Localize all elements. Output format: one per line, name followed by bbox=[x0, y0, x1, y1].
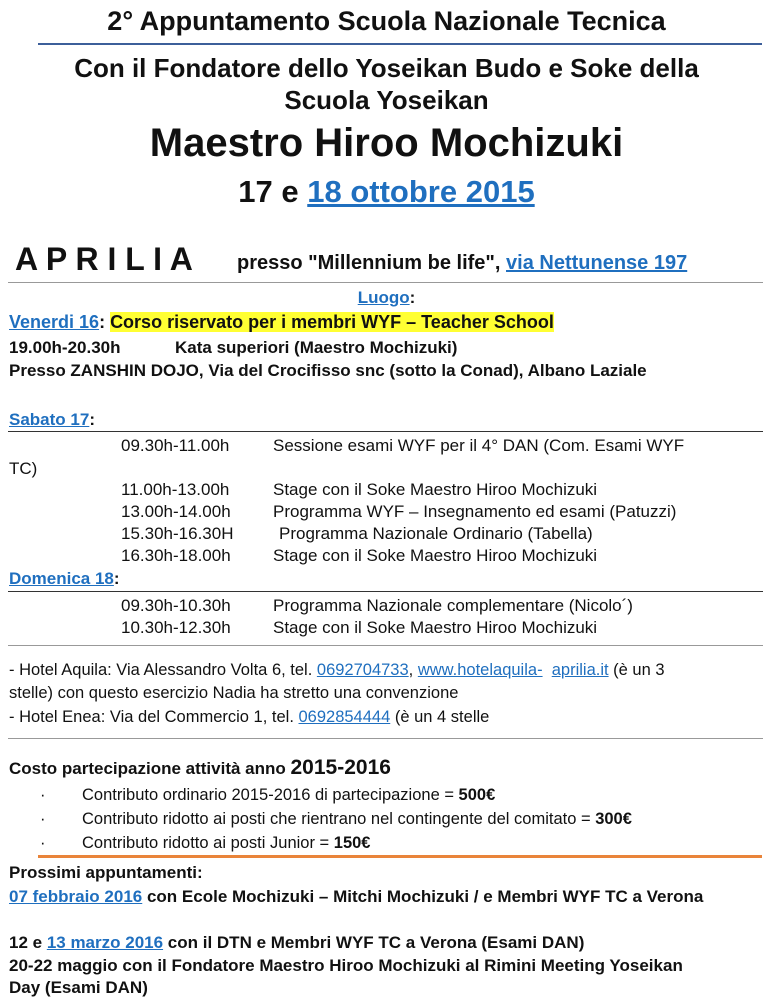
hotel-aquila-web-link[interactable]: www.hotelaquila- bbox=[417, 661, 543, 679]
hotel-enea-text: - Hotel Enea: Via del Commercio 1, tel. bbox=[9, 708, 299, 726]
costs-title: Costo partecipazione attività anno bbox=[9, 759, 291, 778]
venue-address-link[interactable]: via Nettunense 197 bbox=[506, 252, 688, 274]
cost-item-text: Contributo ridotto ai posti che rientrano nel contingente del comitato = bbox=[82, 810, 596, 828]
hotels-divider bbox=[8, 738, 763, 739]
venue bbox=[237, 251, 687, 275]
event-title: 2° Appuntamento Scuola Nazionale Tecnica bbox=[107, 6, 666, 36]
schedule-time: 09.30h-10.30h bbox=[121, 596, 231, 615]
venue-text: presso "Millennium be life", bbox=[237, 252, 507, 274]
february-date-link[interactable]: 07 febbraio 2016 bbox=[9, 887, 143, 906]
hotel-aquila-web-link-continued[interactable]: aprilia.it bbox=[551, 661, 609, 679]
location-divider bbox=[8, 282, 763, 283]
next-event-march bbox=[9, 932, 584, 953]
saturday-divider bbox=[8, 431, 763, 432]
friday-activity: Kata superiori (Maestro Mochizuki) bbox=[175, 338, 458, 357]
friday-place: Presso ZANSHIN DOJO, Via del Crocifisso snc (sotto la Conad), Albano Laziale bbox=[9, 361, 647, 380]
title-divider bbox=[38, 43, 762, 45]
cost-item-text: Contributo ridotto ai posti Junior = bbox=[82, 834, 334, 852]
saturday-heading bbox=[9, 409, 95, 430]
schedule-time: 10.30h-12.30h bbox=[121, 618, 231, 637]
schedule-time: 13.00h-14.00h bbox=[121, 502, 231, 521]
schedule-time: 11.00h-13.00h bbox=[121, 480, 230, 499]
luogo-colon: : bbox=[409, 288, 416, 307]
schedule-time: 09.30h-11.00h bbox=[121, 436, 230, 455]
march-date-prefix: 12 e bbox=[9, 933, 47, 952]
date-link[interactable]: 18 ottobre 2015 bbox=[307, 174, 535, 209]
sunday-colon: : bbox=[113, 569, 120, 588]
luogo-link[interactable]: Luogo bbox=[357, 288, 410, 307]
friday-colon: : bbox=[99, 312, 111, 332]
schedule-activity: Stage con il Soke Maestro Hiroo Mochizuki bbox=[273, 546, 598, 565]
friday-time: 19.00h-20.30h bbox=[9, 338, 121, 357]
schedule-activity-continued: TC) bbox=[9, 459, 38, 478]
event-dates bbox=[0, 172, 773, 212]
friday-link[interactable]: Venerdi 16 bbox=[9, 312, 100, 332]
next-event-february bbox=[9, 886, 703, 907]
hotel-aquila-separator: , bbox=[408, 661, 418, 679]
schedule-activity: Programma WYF – Insegnamento ed esami (Patuzzi) bbox=[273, 502, 677, 521]
next-events-title: Prossimi appuntamenti: bbox=[9, 863, 203, 882]
subtitle-line1: Con il Fondatore dello Yoseikan Budo e Soke della bbox=[74, 53, 699, 83]
hotel-enea bbox=[9, 706, 489, 728]
hotel-aquila-text: - Hotel Aquila: Via Alessandro Volta 6, tel. bbox=[9, 661, 317, 679]
hotel-enea-phone-link[interactable]: 0692854444 bbox=[298, 708, 391, 726]
next-event-may-continued: Day (Esami DAN) bbox=[9, 978, 148, 997]
schedule-time: 16.30h-18.00h bbox=[121, 546, 231, 565]
bullet: · bbox=[40, 810, 46, 828]
subtitle-line2: Scuola Yoseikan bbox=[284, 85, 489, 115]
costs-divider bbox=[38, 855, 762, 858]
hotel-aquila bbox=[9, 659, 665, 681]
schedule-activity: Sessione esami WYF per il 4° DAN (Com. Esami WYF bbox=[273, 436, 685, 455]
hotel-aquila-stars: (è un 3 bbox=[608, 661, 665, 679]
date-prefix: 17 e bbox=[238, 174, 308, 209]
march-date-link[interactable]: 13 marzo 2016 bbox=[46, 933, 164, 952]
schedule-activity: Stage con il Soke Maestro Hiroo Mochizuki bbox=[273, 480, 598, 499]
schedule-end-divider bbox=[8, 645, 763, 646]
february-event-text: con Ecole Mochizuki – Mitchi Mochizuki / e Membri WYF TC a Verona bbox=[142, 887, 704, 906]
march-event-text: con il DTN e Membri WYF TC a Verona (Esami DAN) bbox=[163, 933, 585, 952]
cost-item-amount: 150€ bbox=[333, 834, 371, 852]
friday-course-title: Corso riservato per i membri WYF – Teacher School bbox=[110, 312, 554, 332]
costs-heading bbox=[9, 756, 391, 780]
saturday-link[interactable]: Sabato 17 bbox=[9, 410, 90, 429]
cost-item bbox=[40, 832, 371, 854]
bullet: · bbox=[40, 786, 46, 804]
cost-item-text: Contributo ordinario 2015-2016 di partecipazione = bbox=[82, 786, 459, 804]
schedule-activity: Stage con il Soke Maestro Hiroo Mochizuki bbox=[273, 618, 598, 637]
cost-item bbox=[40, 808, 632, 830]
costs-year: 2015-2016 bbox=[290, 756, 391, 779]
sunday-heading bbox=[9, 568, 120, 589]
bullet: · bbox=[40, 834, 46, 852]
hotel-enea-stars: (è un 4 stelle bbox=[390, 708, 490, 726]
master-name: Maestro Hiroo Mochizuki bbox=[149, 121, 624, 165]
sunday-divider bbox=[8, 591, 763, 592]
schedule-activity: Programma Nazionale Ordinario (Tabella) bbox=[279, 524, 593, 543]
hotel-aquila-phone-link[interactable]: 0692704733 bbox=[316, 661, 409, 679]
next-event-may: 20-22 maggio con il Fondatore Maestro Hiroo Mochizuki al Rimini Meeting Yoseikan bbox=[9, 956, 683, 975]
cost-item bbox=[40, 784, 496, 806]
cost-item-amount: 500€ bbox=[458, 786, 496, 804]
cost-item-amount: 300€ bbox=[595, 810, 632, 828]
luogo-heading bbox=[0, 287, 773, 308]
city-name: A P R I L I A bbox=[15, 241, 193, 277]
sunday-link[interactable]: Domenica 18 bbox=[9, 569, 114, 588]
saturday-colon: : bbox=[89, 410, 95, 429]
schedule-time: 15.30h-16.30H bbox=[121, 524, 234, 543]
schedule-activity: Programma Nazionale complementare (Nicolo´) bbox=[273, 596, 633, 615]
friday-heading bbox=[9, 311, 554, 333]
hotel-aquila-line2: stelle) con questo esercizio Nadia ha stretto una convenzione bbox=[9, 684, 459, 702]
